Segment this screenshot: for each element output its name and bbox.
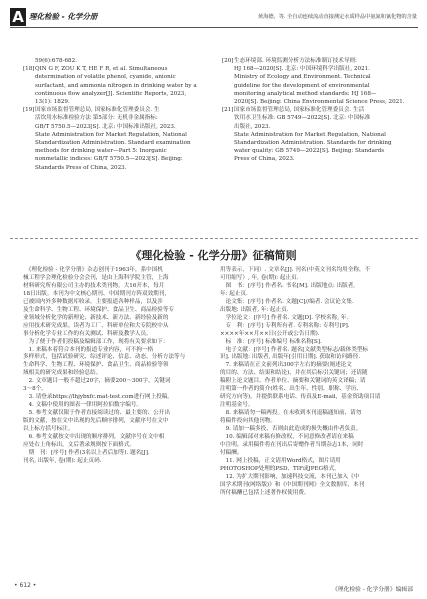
references-left-column bbox=[23, 57, 208, 172]
call-paragraph: 期 刊：[序号] 作者(3名以上者后加等). 题名[J]. 刊名, 出版年, 卷(期): 起止页码. bbox=[23, 449, 150, 464]
reference-text: QIN G F, ZOU K T, HE F R, et al. Simultaneous determination of volatile phenol, cyanide, anionic surfactant, and ammonia nitrogen in drinking water by a continuous flow analyzer[J]. Scientific Reports, 2023, 13(1): 1829. bbox=[35, 66, 197, 106]
call-paragraph: 6. 参考文献按文中出现的顺序排列，文献序号在文中相 应处右上角标出，文后著录规则按下面格式。 bbox=[23, 434, 165, 448]
header-rule bbox=[10, 27, 418, 28]
reference-item bbox=[222, 57, 412, 106]
section-divider bbox=[10, 238, 418, 239]
reference-number: [18] bbox=[23, 66, 35, 73]
reference-text: 59(6):678-682. bbox=[35, 58, 77, 64]
reference-item bbox=[23, 65, 208, 106]
call-paragraph: 1. 来稿本着符合本刊的报道专业内容，可不拘一格 多样形式，包括试验研究、综述评论、信息、动态，分析方法等与 生命科学、生物工程、环境保护、食品卫生、商品检验等领 域相关的研究成果和经验总结。 bbox=[23, 346, 186, 377]
call-paragraph: 10. 编辑部对来稿有修改权，不同意修改者请在来稿 中注明。录用稿件将在刊出后寄赠作者当期杂志1本，同时 付稿酬。 bbox=[220, 434, 364, 456]
reference-number: [21] bbox=[222, 107, 234, 114]
call-paragraph: 《理化检验 - 化学分册》杂志创刊于1963年，系中国机 械工程学会理化检验分会会刊，是由上海科学院主管，上海 材料研究所有限公司主办的技术类刊物，大16开本，每月 18日出版。本刊为中文核心期刊、中国期刊方阵双效期刊， 已被国内外多种数据库收录。主要报道各种样品，以及涉 及生命科学、生物工程、环境保护、食品卫生、商品检验等专 业领域分析化学的新理论、新技术、新方法、新经验及新的 应用技术研究成果。读者为工厂、科研单位和大专院校中从 事分析化学专业工作的有关测试、科研及教学人员。 bbox=[23, 267, 175, 337]
call-paragraph: 图 书：[序号] 作者名. 书名[M]. 出版地点: 出版者, 年: 起止页. bbox=[220, 282, 356, 297]
call-paragraph: 8. 来稿请勿一稿两投。在未收到本刊退稿通知前，请勿 将稿件投向其他刊物。 bbox=[220, 410, 362, 425]
call-paragraph: 4. 文稿中使用的图表一律用阿拉伯数字编号。 bbox=[23, 402, 142, 409]
call-paragraph: 2. 文章题目一般不超过20字，摘要200～300字，关键词 3～8个。 bbox=[23, 378, 171, 393]
call-paragraph: 9. 请加一稿多投，否则由此造成的损失概由作者负责。 bbox=[220, 426, 362, 433]
reference-item bbox=[23, 57, 208, 65]
call-paragraph: 7. 来稿请在正文前列出300字左右的摘要(阐述论文 的目的、方法、结果和结论)，并在其后标引关键词；还请随 稿附上论文题目、作者单位、摘要和关键词的英文译稿；请 注明第一作者的简介(姓名、出生年、性别、职称、学历、 研究方向等)，并提供联系电话、传真及E-mail，基金资助项目请 注明基金号。 bbox=[220, 362, 381, 409]
call-paragraph: 标 准：[序号] 标准编号 标准名称[S]. bbox=[220, 338, 322, 345]
call-paragraph: 12. 为扩大期刊影响，加速科技交流，本刊已加入《中 国学术期刊(网络版)》和《中国期刊网》全文数据库，本刊 所付稿酬已包括上述著作权使用费。 bbox=[220, 473, 365, 496]
reference-item bbox=[222, 106, 412, 163]
reference-number: [20] bbox=[222, 58, 234, 64]
reference-item bbox=[23, 106, 208, 172]
call-paragraph: 电子文献：[序号] 作者名. 题名[文献类型标志/载体类型标 识]. 出版地: 出版者, 出版年[引用日期]. 获取和访问路径. bbox=[220, 346, 369, 361]
reference-text: 国家市场监督管理总局, 国家标准化管理委员会. 生 活饮用水标准检验方法 第5部分: 无机非金属指标: GB/T 5750.5—2023[S]. 北京: 中国标准出版社, 2023. State Administration for Market Regulation, National Standardization Administration. Standard examination methods for drinking water—Part 5: Inorganic nonmetallic indices: GB/T 5750.5—2023[S]. Beijing: Standards Press of China, 2023. bbox=[35, 107, 191, 171]
call-for-papers-title: 《理化检验 - 化学分册》征稿简则 bbox=[130, 249, 297, 262]
references-right-column bbox=[222, 57, 412, 164]
journal-logo: A bbox=[10, 8, 26, 26]
page-number: • 612 • bbox=[14, 582, 37, 589]
editorial-signature: 《理化检验 - 化学分册》编辑部 bbox=[331, 587, 413, 593]
call-paragraph: 11. 网上投稿，正文请用Word格式，图片请用 PHOTOSHOP处理的PSD、TIF或JPEG格式。 bbox=[220, 457, 341, 472]
call-paragraph: 专 利：[序号] 专利所有者. 专利名称: 专利号[P]. ××××年××月××日(公开或公告日期). bbox=[220, 322, 350, 337]
journal-name: 理化检验 - 化学分册 bbox=[29, 12, 98, 21]
call-right-column bbox=[220, 267, 412, 498]
call-paragraph: 学位论文：[序号] 作者名. 文题[D]. 学校名称, 年. bbox=[220, 314, 349, 321]
call-paragraph: 5. 参考文献仅限于作者直接阅读过的、最主要的、公开出 版的文献，按在文中出现的先后顺序排列，文献序号在文中 以上标方括号标注。 bbox=[23, 410, 170, 433]
call-paragraph: 用等表示，下同）. 文章名[J]. 刊名(中英文刊名均用全称，不 可用缩写）, 年, 卷(期): 起止页. bbox=[220, 267, 371, 281]
reference-number: [19] bbox=[23, 107, 35, 114]
call-paragraph: 为了便于作者们投稿及编辑部工作，现将有关要求如下： bbox=[23, 338, 169, 345]
call-paragraph: 3. 请登录https://lhjybxfc.mat-test.com进行网上投稿。 bbox=[23, 394, 173, 401]
reference-text: 生态环境部. 环境监测分析方法标准制订技术导则: HJ 168—2020[S]. 北京: 中国环境科学出版社, 2021. Ministry of Ecology and Environment. Technical guideline for the development of environmental monitoring analytical method standards: HJ 168— 2020[S]. Beijing: China Environmental Science Press, 2021. bbox=[234, 58, 405, 106]
call-left-column bbox=[23, 267, 211, 466]
running-head-article: 黄海德，等. 全自动连续流动直接测定水质样品中氨氮和氰化物的含量 bbox=[257, 14, 417, 20]
call-paragraph: 论文集：[序号] 作者名. 文题[C]//编者. 会议论文集. 出版地: 出版者, 年: 起止页. bbox=[220, 298, 354, 313]
reference-text: 国家市场监督管理总局, 国家标准化管理委员会. 生活 饮用水卫生标准: GB 5749—2022[S]. 北京: 中国标准 出版社, 2023. State Administration for Market Regulation, National Standardization Administration. Standards for drinking water quality: GB 5749—2022[S]. Beijing: Standards Press of China, 2023. bbox=[234, 107, 392, 163]
